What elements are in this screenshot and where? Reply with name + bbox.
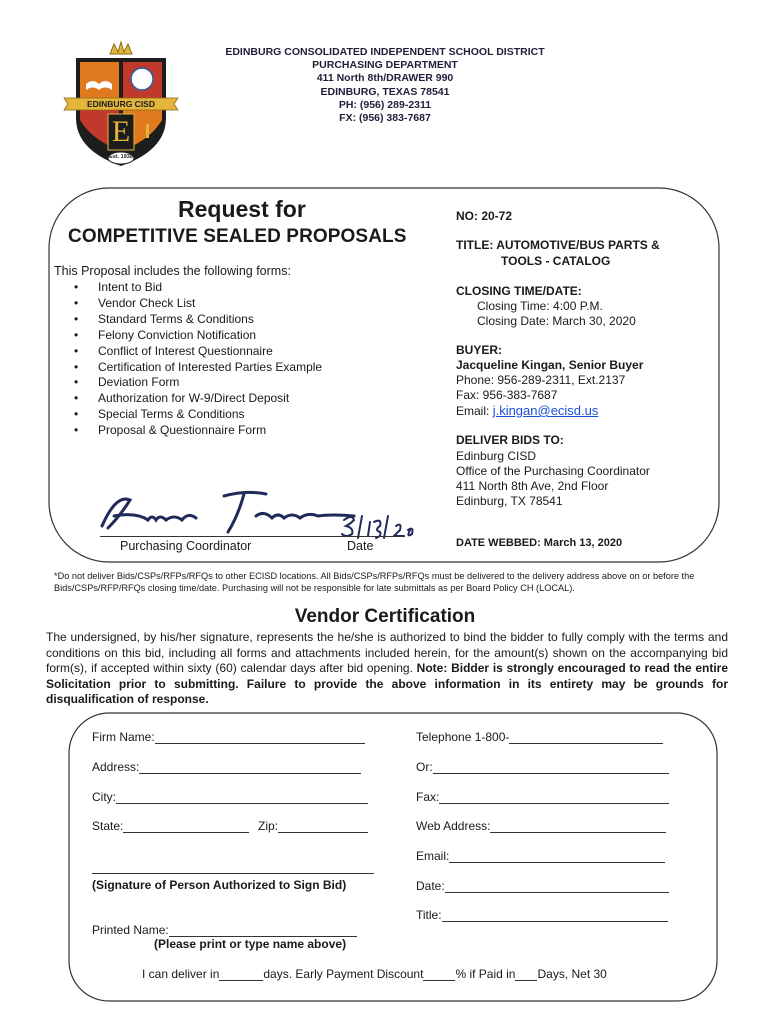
city-field[interactable]: [92, 790, 368, 804]
title-field-label: Title:: [416, 908, 442, 922]
header-line: FX: (956) 383-7687: [339, 112, 431, 125]
printed-name-caption: (Please print or type name above): [154, 937, 347, 951]
closing-time: Closing Time: 4:00 P.M.: [477, 299, 603, 313]
certification-statement: The undersigned, by his/her signature, represents the he/she is authorized to bind the bidder to fully comply with the terms and conditions on this bid, including all forms and attachments included herein, for the amount(s) shown on the accompanying bid form(s), if accepted within sixty (60) calendar days after bid opening.: [46, 630, 728, 676]
address-field[interactable]: [92, 760, 361, 774]
bid-title-line1: TITLE: AUTOMOTIVE/BUS PARTS &: [456, 238, 660, 252]
logo-letter: E: [111, 115, 131, 148]
list-item: • Intent to Bid: [74, 280, 322, 296]
list-item: • Certification of Interested Parties Example: [74, 360, 322, 376]
deliver-in-label: I can deliver in: [142, 967, 220, 981]
list-item: • Standard Terms & Conditions: [74, 312, 322, 328]
state-label: State:: [92, 819, 124, 833]
city-label: City:: [92, 790, 116, 804]
discount-percent-blank[interactable]: [423, 968, 455, 981]
bid-number: NO: 20-72: [456, 209, 513, 223]
web-address-field[interactable]: [416, 819, 666, 833]
email-field[interactable]: [416, 849, 665, 863]
printed-name-field[interactable]: [92, 923, 357, 937]
buyer-heading: BUYER:: [456, 343, 503, 357]
date-label: Date: [347, 539, 374, 553]
forms-list: [74, 280, 322, 439]
paid-in-label: % if Paid in: [455, 967, 516, 981]
firm-name-line[interactable]: [155, 731, 365, 744]
zip-label: Zip:: [258, 819, 279, 833]
purchasing-coordinator-label: Purchasing Coordinator: [120, 539, 252, 553]
zip-line[interactable]: [278, 820, 368, 833]
logo-est-text: Est. 1938: [109, 154, 133, 160]
deliver-heading: DELIVER BIDS TO:: [456, 433, 564, 447]
alt-phone-field[interactable]: [416, 760, 669, 774]
district-header: [200, 46, 570, 125]
vendor-certification-text: [46, 630, 728, 708]
delivery-terms: [142, 967, 607, 981]
buyer-email-link[interactable]: j.kingan@ecisd.us: [492, 403, 599, 418]
buyer-name: Jacqueline Kingan, Senior Buyer: [456, 358, 644, 372]
date-webbed: DATE WEBBED: March 13, 2020: [456, 537, 623, 549]
firm-name-label: Firm Name:: [92, 730, 155, 744]
title-line[interactable]: [442, 909, 668, 922]
alt-phone-line[interactable]: [433, 761, 669, 774]
discount-days-blank[interactable]: [515, 968, 537, 981]
closing-date: Closing Date: March 30, 2020: [477, 314, 636, 328]
list-item: • Special Terms & Conditions: [74, 407, 322, 423]
email-label: Email:: [456, 404, 490, 418]
deliver-line: Office of the Purchasing Coordinator: [456, 464, 650, 478]
district-logo: [62, 40, 180, 172]
telephone-field[interactable]: [416, 730, 663, 744]
zip-field[interactable]: [258, 819, 368, 833]
list-item: • Conflict of Interest Questionnaire: [74, 344, 322, 360]
fax-field[interactable]: [416, 790, 669, 804]
state-line[interactable]: [123, 820, 249, 833]
address-line[interactable]: [139, 761, 361, 774]
telephone-label: Telephone 1-800-: [416, 730, 510, 744]
web-address-line[interactable]: [490, 820, 666, 833]
forms-intro: This Proposal includes the following forms:: [54, 264, 291, 278]
buyer-phone: Phone: 956-289-2311, Ext.2137: [456, 373, 626, 387]
signature-caption: (Signature of Person Authorized to Sign Bid): [92, 878, 347, 892]
authorized-signature-line[interactable]: [92, 873, 374, 874]
list-item: • Felony Conviction Notification: [74, 328, 322, 344]
logo-banner-text: EDINBURG CISD: [86, 99, 155, 109]
email-line[interactable]: [449, 850, 665, 863]
discount-label: days. Early Payment Discount: [263, 967, 424, 981]
header-line: EDINBURG, TEXAS 78541: [320, 85, 450, 98]
web-address-label: Web Address:: [416, 819, 491, 833]
date-line[interactable]: [445, 880, 669, 893]
state-field[interactable]: [92, 819, 249, 833]
bid-title-line2: TOOLS - CATALOG: [501, 254, 611, 268]
buyer-email-row: [456, 403, 598, 420]
date-field[interactable]: [416, 879, 669, 893]
fax-label: Fax:: [416, 790, 440, 804]
list-item: • Proposal & Questionnaire Form: [74, 423, 322, 439]
coordinator-signature: [96, 486, 366, 536]
delivery-notice: *Do not deliver Bids/CSPs/RFPs/RFQs to other ECISD locations. All Bids/CSPs/RFPs/RFQs must be delivered to the delivery address above on or before the Bids/CSPs/RFP/RFQs closing time/date. Purchasing will not be responsible for late submittals as per Board Policy CH (LOCAL).: [54, 571, 695, 594]
deliver-line: Edinburg, TX 78541: [456, 494, 563, 508]
request-title: Request for: [178, 196, 306, 222]
title-field[interactable]: [416, 908, 668, 922]
city-line[interactable]: [116, 791, 368, 804]
address-label: Address:: [92, 760, 140, 774]
printed-name-label: Printed Name:: [92, 923, 169, 937]
fax-line[interactable]: [439, 791, 669, 804]
deliver-line: Edinburg CISD: [456, 449, 537, 463]
header-line: PURCHASING DEPARTMENT: [312, 59, 458, 72]
telephone-line[interactable]: [509, 731, 663, 744]
list-item: • Deviation Form: [74, 375, 322, 391]
header-line: PH: (956) 289-2311: [338, 98, 432, 111]
net-terms-label: Days, Net 30: [537, 967, 607, 981]
closing-heading: CLOSING TIME/DATE:: [456, 284, 582, 298]
certification-note: Note: Bidder is strongly encouraged to read the entire Solicitation prior to submitting. Failure to provide the above information in its entirety may be grounds for disqualification of response.: [46, 661, 728, 707]
list-item: • Vendor Check List: [74, 296, 322, 312]
printed-name-line[interactable]: [169, 924, 357, 937]
header-line: EDINBURG CONSOLIDATED INDEPENDENT SCHOOL DISTRICT: [225, 46, 545, 58]
header-line: 411 North 8th/DRAWER 990: [316, 72, 454, 85]
email-field-label: Email:: [416, 849, 450, 863]
request-subtitle: COMPETITIVE SEALED PROPOSALS: [68, 226, 407, 247]
firm-name-field[interactable]: [92, 730, 365, 744]
list-item: • Authorization for W-9/Direct Deposit: [74, 391, 322, 407]
signature-line: [100, 536, 405, 537]
delivery-days-blank[interactable]: [219, 968, 263, 981]
deliver-line: 411 North 8th Ave, 2nd Floor: [456, 479, 609, 493]
or-label: Or:: [416, 760, 433, 774]
buyer-fax: Fax: 956-383-7687: [456, 388, 558, 402]
vendor-certification-title: Vendor Certification: [294, 606, 476, 627]
date-field-label: Date:: [416, 879, 445, 893]
